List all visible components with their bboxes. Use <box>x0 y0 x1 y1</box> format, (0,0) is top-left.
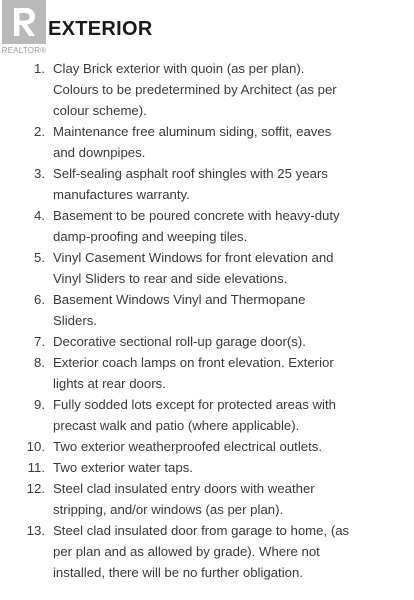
list-item-number: 9. <box>34 397 45 412</box>
list-item-number: 10. <box>26 439 45 454</box>
list-item-number: 7. <box>34 334 45 349</box>
list-item-number: 5. <box>34 250 45 265</box>
list-item-number: 13. <box>26 523 45 538</box>
list-item <box>0 121 414 163</box>
list-item-text: Steel clad insulated door from garage to home, (as per plan and as allowed by grade). Where not installed, there will be no further obligation. <box>53 523 350 580</box>
list-item-number: 11. <box>27 460 45 475</box>
list-item-text: Steel clad insulated entry doors with weather stripping, and/or windows (as per plan). <box>53 481 315 517</box>
list-item-number: 1. <box>34 61 45 76</box>
list-item-text: Self-sealing asphalt roof shingles with 25 years manufactures warranty. <box>53 166 328 202</box>
list-item <box>0 163 414 205</box>
list-item <box>0 331 414 352</box>
list-item <box>0 394 414 436</box>
list-item <box>0 289 414 331</box>
page-title: EXTERIOR <box>48 18 153 40</box>
list-item <box>0 247 414 289</box>
list-item-text: Exterior coach lamps on front elevation. Exterior lights at rear doors. <box>53 355 334 391</box>
list-item <box>0 520 414 583</box>
realtor-logo <box>0 0 48 58</box>
list-item-number: 12. <box>26 481 45 496</box>
list-item-text: Decorative sectional roll-up garage door(s). <box>53 334 306 349</box>
list-item-number: 4. <box>34 208 45 223</box>
list-item-number: 3. <box>34 166 45 181</box>
list-item <box>0 457 414 478</box>
list-item <box>0 436 414 457</box>
list-item-number: 6. <box>34 292 45 307</box>
list-item-number: 2. <box>34 124 45 139</box>
list-item-text: Two exterior weatherproofed electrical outlets. <box>53 439 323 454</box>
list-item-text: Vinyl Casement Windows for front elevation and Vinyl Sliders to rear and side elevations. <box>53 250 334 286</box>
list-item <box>0 205 414 247</box>
list-item <box>0 58 414 121</box>
realtor-r-icon <box>2 0 46 44</box>
list-item <box>0 352 414 394</box>
list-item-number: 8. <box>34 355 45 370</box>
list-item <box>0 478 414 520</box>
list-item-text: Clay Brick exterior with quoin (as per plan). Colours to be predetermined by Architect (as per colour scheme). <box>53 61 337 118</box>
list-item-text: Basement to be poured concrete with heavy-duty damp-proofing and weeping tiles. <box>53 208 340 244</box>
list-item-text: Maintenance free aluminum siding, soffit, eaves and downpipes. <box>53 124 332 160</box>
realtor-logo-text: REALTOR® <box>1 46 47 55</box>
list-item-text: Basement Windows Vinyl and Thermopane Sliders. <box>53 292 306 328</box>
list-item-text: Two exterior water taps. <box>53 460 193 475</box>
exterior-features-list <box>0 58 414 583</box>
list-item-text: Fully sodded lots except for protected areas with precast walk and patio (where applicable). <box>53 397 336 433</box>
